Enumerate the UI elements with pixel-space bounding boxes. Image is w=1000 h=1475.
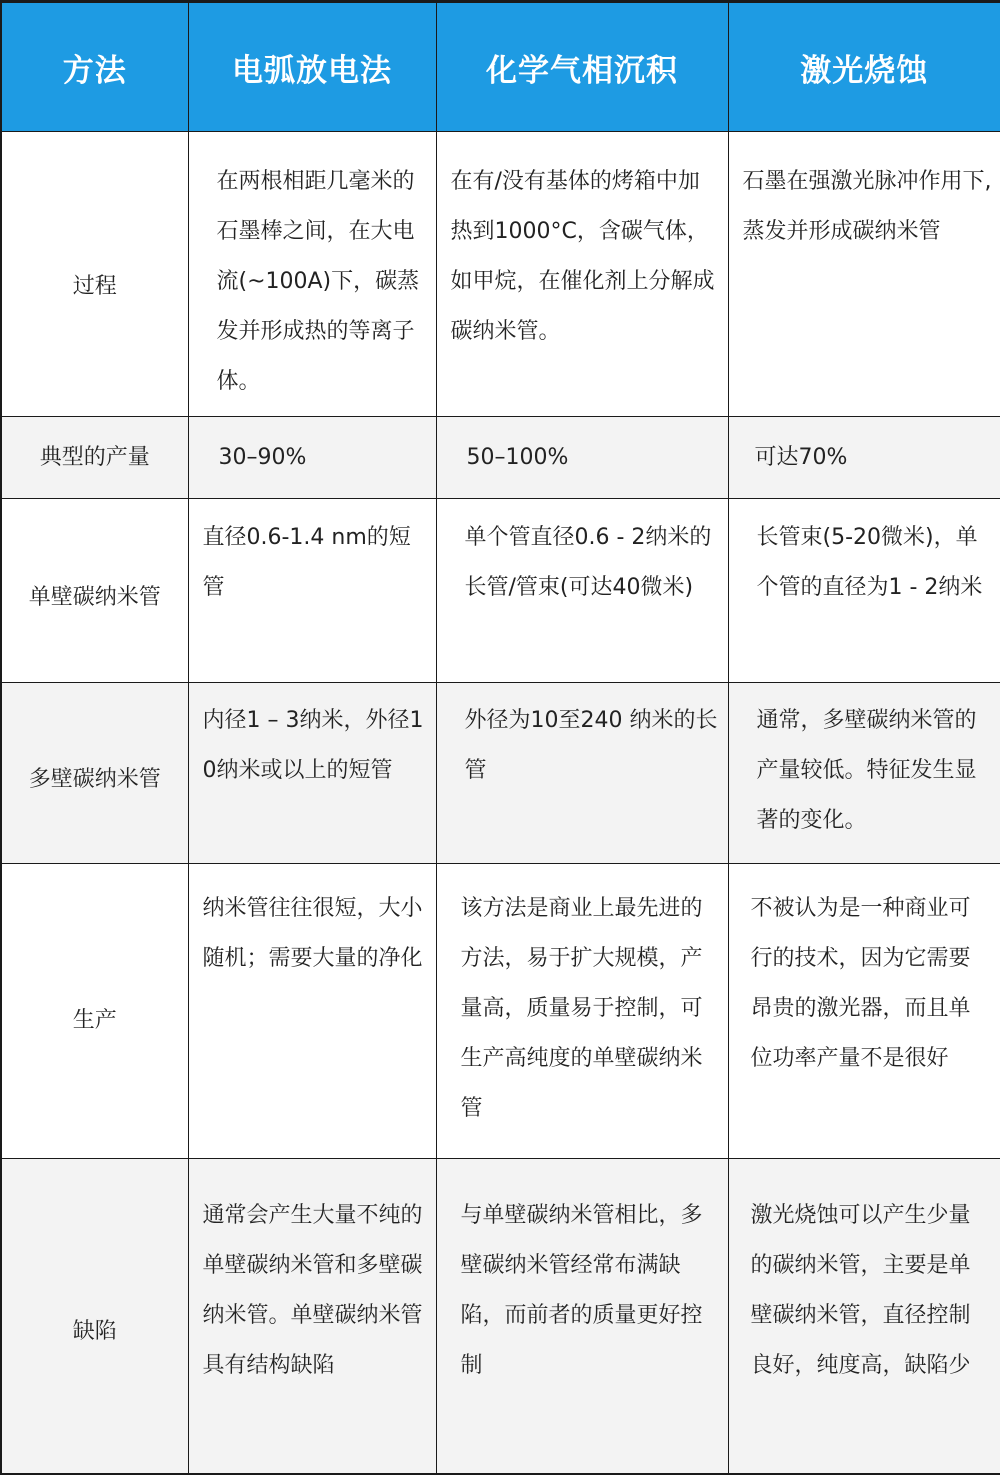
cell-arc-defects: 通常会产生大量不纯的单壁碳纳米管和多壁碳纳米管。单壁碳纳米管具有结构缺陷 [188, 1159, 436, 1474]
row-label-production: 生产 [1, 864, 188, 1159]
cell-arc-yield: 30–90% [188, 417, 436, 499]
row-label-swcnt: 单壁碳纳米管 [1, 499, 188, 683]
row-label-mwcnt: 多壁碳纳米管 [1, 683, 188, 864]
cell-laser-swcnt: 长管束(5-20微米)，单个管的直径为1 - 2纳米 [728, 499, 1000, 683]
header-method: 方法 [1, 2, 188, 132]
table-row-mwcnt [1, 683, 1000, 864]
cell-arc-swcnt: 直径0.6-1.4 nm的短管 [188, 499, 436, 683]
header-laser-ablation: 激光烧蚀 [728, 2, 1000, 132]
cell-arc-production: 纳米管往往很短，大小随机；需要大量的净化 [188, 864, 436, 1159]
cell-cvd-production: 该方法是商业上最先进的方法，易于扩大规模，产量高，质量易于控制，可生产高纯度的单壁碳纳米管 [436, 864, 728, 1159]
table-row-yield [1, 417, 1000, 499]
cell-cvd-swcnt: 单个管直径0.6 - 2纳米的长管/管束(可达40微米) [436, 499, 728, 683]
table-row-swcnt [1, 499, 1000, 683]
table-row-defects [1, 1159, 1000, 1474]
cell-cvd-defects: 与单壁碳纳米管相比，多壁碳纳米管经常布满缺陷，而前者的质量更好控制 [436, 1159, 728, 1474]
header-cvd: 化学气相沉积 [436, 2, 728, 132]
cell-laser-process: 石墨在强激光脉冲作用下,蒸发并形成碳纳米管 [728, 132, 1000, 417]
row-label-yield: 典型的产量 [1, 417, 188, 499]
cell-laser-defects: 激光烧蚀可以产生少量的碳纳米管，主要是单壁碳纳米管，直径控制良好，纯度高，缺陷少 [728, 1159, 1000, 1474]
cell-laser-yield: 可达70% [728, 417, 1000, 499]
cell-cvd-mwcnt: 外径为10至240 纳米的长管 [436, 683, 728, 864]
cell-cvd-process: 在有/没有基体的烤箱中加热到1000°C，含碳气体，如甲烷，在催化剂上分解成碳纳米管。 [436, 132, 728, 417]
header-arc-discharge: 电弧放电法 [188, 2, 436, 132]
cell-arc-process: 在两根相距几毫米的石墨棒之间，在大电流(~100A)下，碳蒸发并形成热的等离子体。 [188, 132, 436, 417]
cell-arc-mwcnt: 内径1 – 3纳米，外径10纳米或以上的短管 [188, 683, 436, 864]
row-label-process: 过程 [1, 132, 188, 417]
cell-laser-mwcnt: 通常，多壁碳纳米管的产量较低。特征发生显著的变化。 [728, 683, 1000, 864]
header-row [1, 2, 1000, 132]
cell-laser-production: 不被认为是一种商业可行的技术，因为它需要昂贵的激光器，而且单位功率产量不是很好 [728, 864, 1000, 1159]
row-label-defects: 缺陷 [1, 1159, 188, 1474]
cell-cvd-yield: 50–100% [436, 417, 728, 499]
table-row-process [1, 132, 1000, 417]
table-row-production [1, 864, 1000, 1159]
